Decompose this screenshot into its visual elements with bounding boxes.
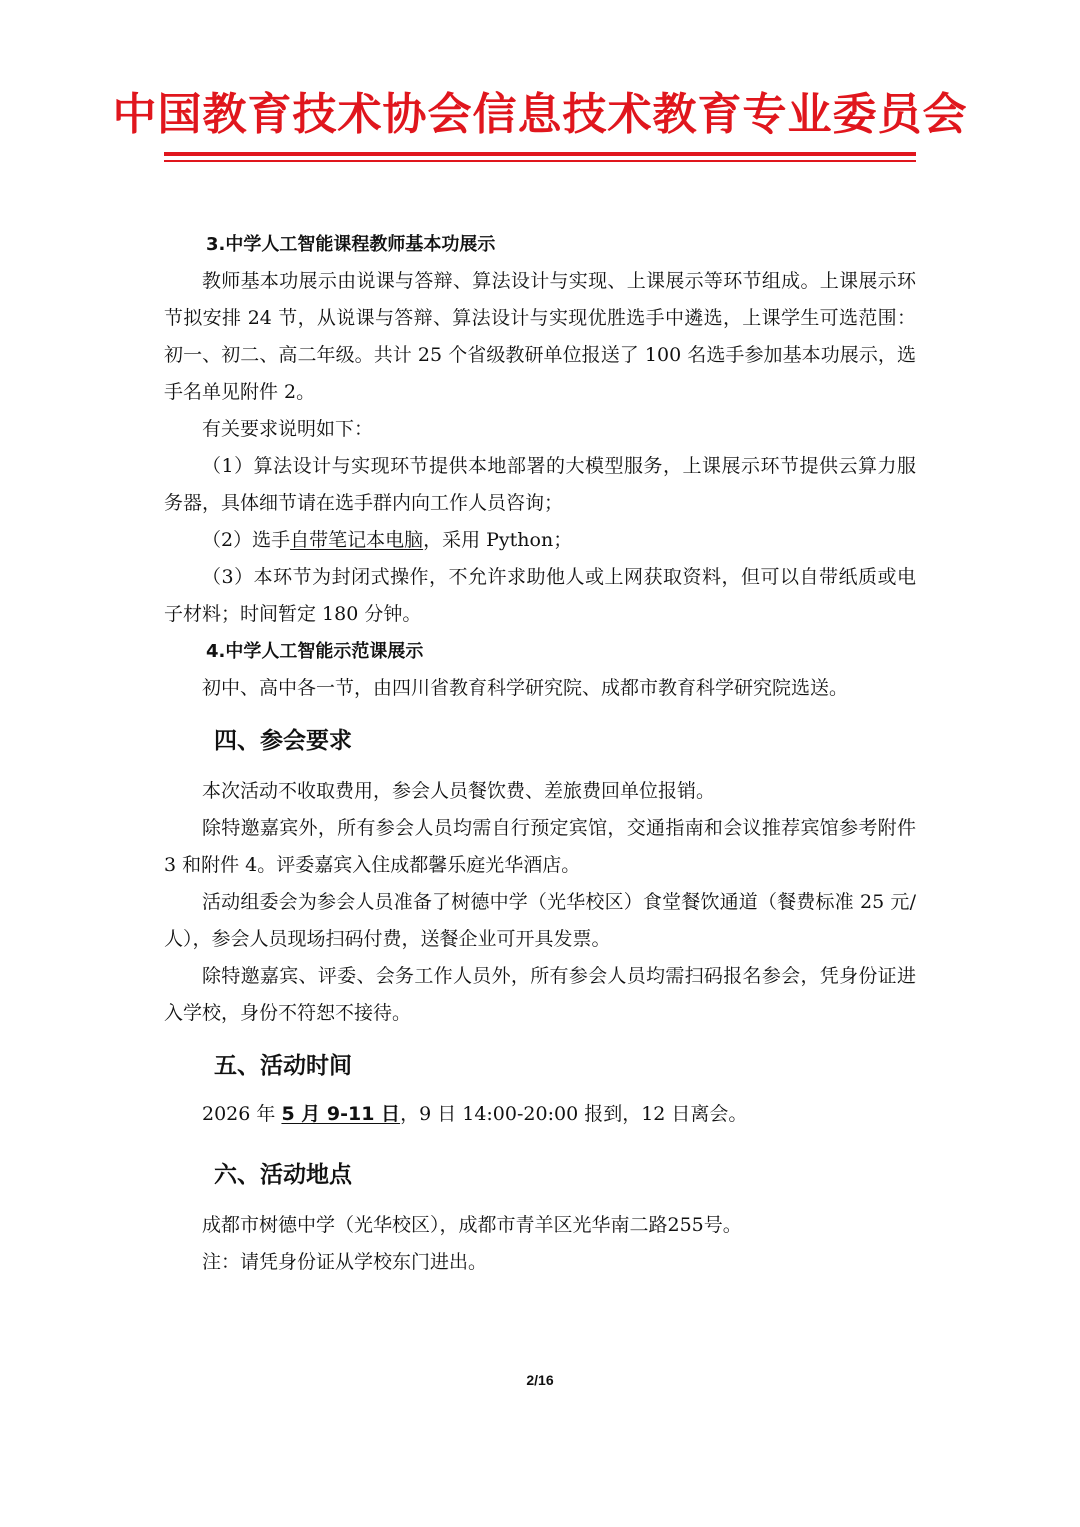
requirement-item-3: （3）本环节为封闭式操作，不允许求助他人或上网获取资料，但可以自带纸质或电子材料；时间暂定 180 分钟。	[164, 566, 916, 625]
event-time-year: 2026 年	[202, 1103, 282, 1125]
requirement-item-2	[164, 522, 916, 559]
participation-paragraph-3: 活动组委会为参会人员准备了树德中学（光华校区）食堂餐饮通道（餐费标准 25 元/人），参会人员现场扫码付费，送餐企业可开具发票。	[164, 891, 916, 950]
requirement-item-2-prefix: （2）选手	[202, 529, 291, 551]
section-3-heading: 3.中学人工智能课程教师基本功展示	[206, 234, 496, 255]
participation-heading: 四、参会要求	[214, 728, 352, 754]
requirement-item-1: （1）算法设计与实现环节提供本地部署的大模型服务，上课展示环节提供云算力服务器，具体细节请在选手群内向工作人员咨询；	[164, 455, 916, 514]
event-location-heading: 六、活动地点	[214, 1162, 352, 1188]
section-4-heading: 4.中学人工智能示范课展示	[206, 641, 424, 662]
section-4-paragraph: 初中、高中各一节，由四川省教育科学研究院、成都市教育科学研究院选送。	[202, 677, 849, 699]
requirements-intro: 有关要求说明如下：	[202, 418, 374, 440]
requirement-item-2-suffix: ，采用 Python；	[423, 529, 573, 551]
event-location-note: 注：请凭身份证从学校东门进出。	[202, 1251, 488, 1273]
participation-paragraph-2: 除特邀嘉宾外，所有参会人员均需自行预定宾馆，交通指南和会议推荐宾馆参考附件 3 和附件 4。评委嘉宾入住成都馨乐庭光华酒店。	[164, 817, 916, 876]
document-body	[164, 226, 916, 1281]
header-rule-thick	[164, 152, 916, 156]
event-time-heading: 五、活动时间	[214, 1053, 352, 1079]
laptop-emphasis: 自带笔记本电脑	[290, 529, 424, 551]
event-date-emphasis: 5 月 9-11 日	[281, 1103, 401, 1125]
participation-paragraph-4: 除特邀嘉宾、评委、会务工作人员外，所有参会人员均需扫码报名参会，凭身份证进入学校，身份不符恕不接待。	[164, 965, 916, 1024]
page-number: 2/16	[526, 1372, 554, 1388]
document-header-title: 中国教育技术协会信息技术教育专业委员会	[112, 89, 968, 140]
header-rule-thin	[164, 160, 916, 162]
section-3-paragraph: 教师基本功展示由说课与答辩、算法设计与实现、上课展示等环节组成。上课展示环节拟安排 24 节，从说课与答辩、算法设计与实现优胜选手中遴选，上课学生可选范围：初一、初二、高二年级。共计 25 个省级教研单位报送了 100 名选手参加基本功展示，选手名单见附件 2。	[164, 270, 916, 403]
event-time-details: ，9 日 14:00-20:00 报到，12 日离会。	[400, 1103, 748, 1125]
event-time-paragraph	[164, 1096, 916, 1133]
event-location-address: 成都市树德中学（光华校区），成都市青羊区光华南二路255号。	[202, 1214, 742, 1236]
participation-paragraph-1: 本次活动不收取费用，参会人员餐饮费、差旅费回单位报销。	[202, 780, 716, 802]
